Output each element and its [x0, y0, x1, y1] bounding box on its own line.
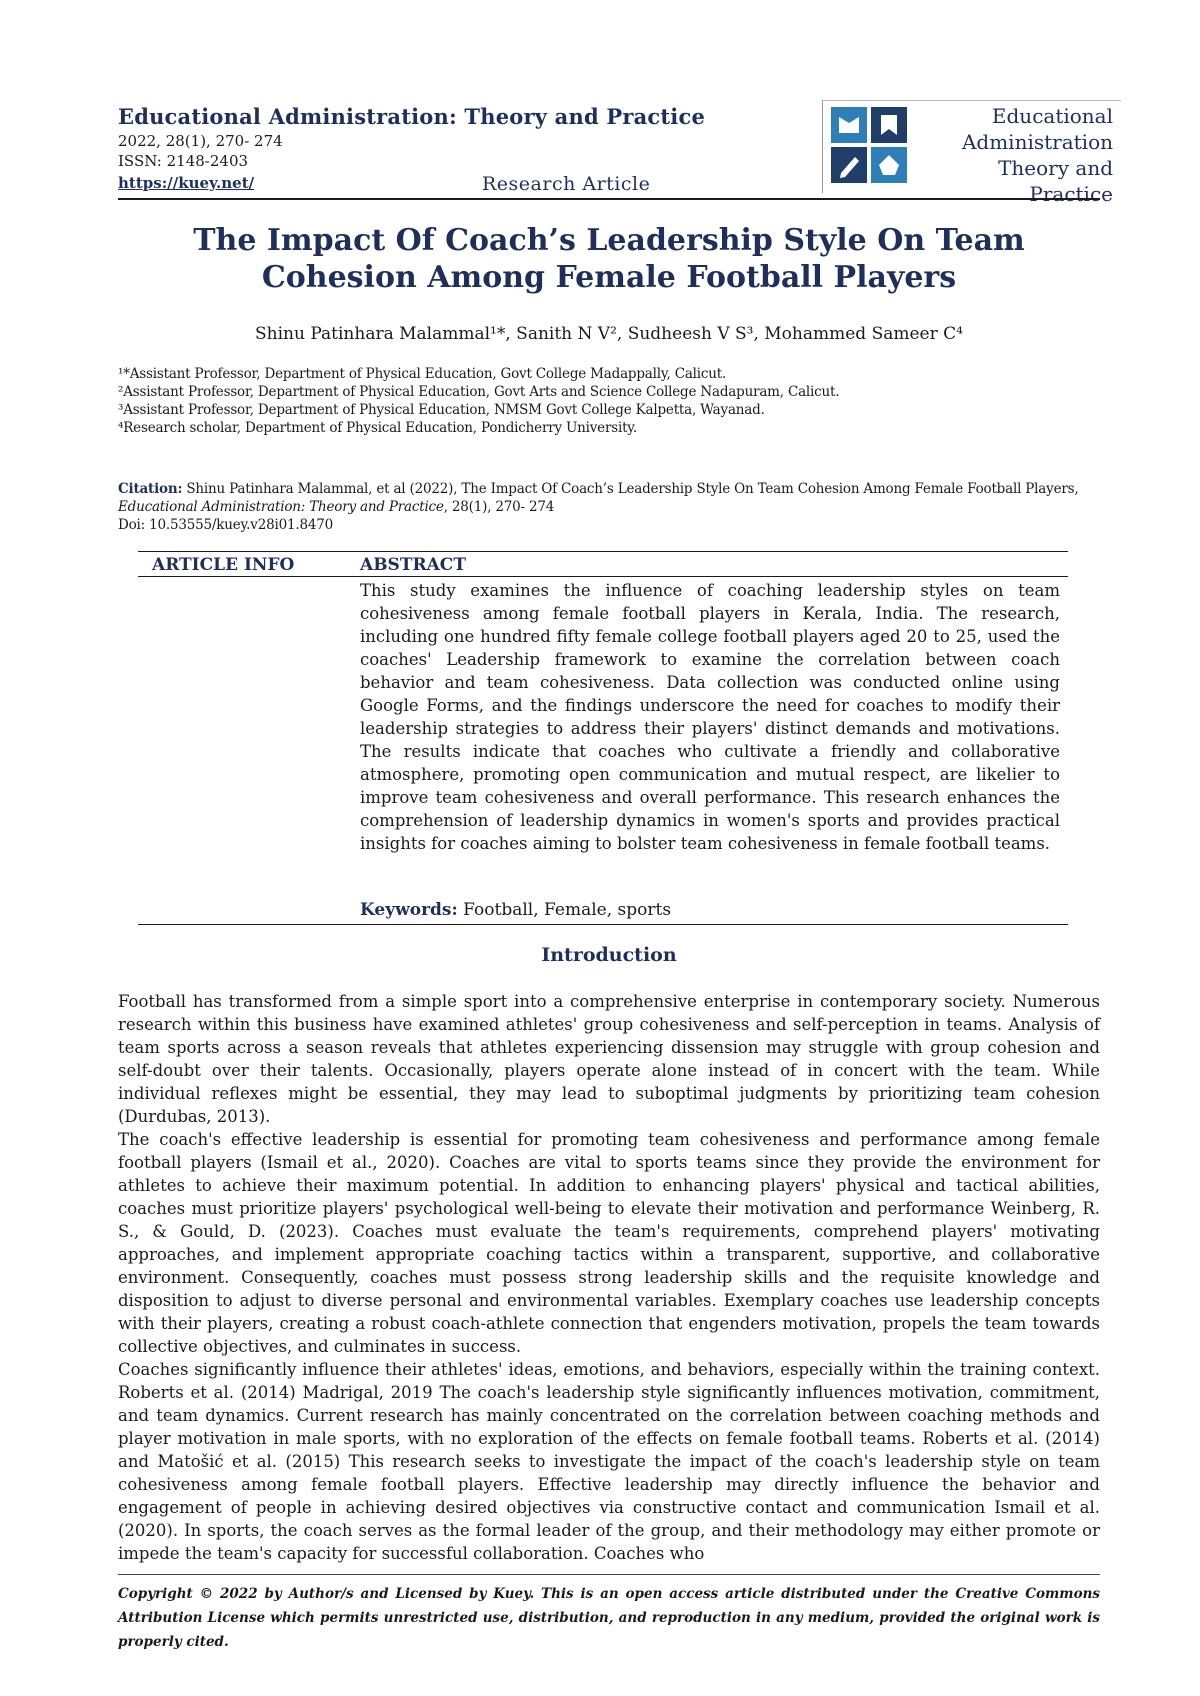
journal-url-link[interactable]: https://kuey.net/ — [118, 174, 255, 192]
footer-divider — [118, 1574, 1100, 1575]
citation-label: Citation: — [118, 481, 183, 497]
citation-block — [118, 480, 1100, 534]
logo-text — [913, 103, 1113, 207]
citation-text: Shinu Patinhara Malammal, et al (2022), The Impact Of Coach’s Leadership Style On Team Cohesion Among Female Football Players, — [186, 481, 1079, 497]
paper-title — [118, 222, 1100, 296]
abstract-text: This study examines the influence of coaching leadership styles on team cohesiveness among female football players in Kerala, India. The research, including one hundred fifty female college football players aged 20 to 25, used the coaches' Leadership framework to examine the correlation between coach behavior and team cohesiveness. Data collection was conducted online using Google Forms, and the findings underscore the need for coaches to modify their leadership strategies to address their players' distinct demands and motivations. The results indicate that coaches who cultivate a friendly and collaborative atmosphere, promoting open communication and mutual respect, are likelier to improve team cohesiveness and overall performance. This research enhances the comprehension of leadership dynamics in women's sports and provides practical insights for coaches aiming to bolster team cohesiveness in female football teams. — [360, 581, 1060, 853]
logo-line-3: Theory and Practice — [998, 156, 1113, 206]
citation-doi: Doi: 10.53555/kuey.v28i01.8470 — [118, 517, 334, 533]
affiliation-1: ¹*Assistant Professor, Department of Physical Education, Govt College Madappally, Calicut. — [118, 366, 727, 382]
abstract-label: ABSTRACT — [360, 555, 466, 575]
keywords-line — [360, 900, 671, 920]
introduction-paragraph-2: The coach's effective leadership is essential for promoting team cohesiveness and performance among female football players (Ismail et al., 2020). Coaches are vital to sports teams since they provide the environment for athletes to achieve their maximum potential. In addition to enhancing players' physical and tactical abilities, coaches must prioritize players' psychological well-being to elevate their motivation and performance Weinberg, R. S., & Gould, D. (2023). Coaches must evaluate the team's requirements, comprehend players' motivating approaches, and implement appropriate coaching tactics within a transparent, supportive, and collaborative environment. Consequently, coaches must possess strong leadership skills and the requisite knowledge and disposition to adjust to diverse personal and environmental variables. Exemplary coaches use leadership concepts with their players, creating a robust coach-athlete connection that engenders motivation, propels the team towards collective objectives, and culminates in success. — [118, 1130, 1100, 1356]
citation-journal: Educational Administration: Theory and Practice — [118, 499, 444, 515]
affiliation-2: ²Assistant Professor, Department of Physical Education, Govt Arts and Science College Nadapuram, Calicut. — [118, 384, 840, 400]
journal-name: Educational Administration: Theory and Practice — [118, 104, 706, 129]
affiliation-3: ³Assistant Professor, Department of Physical Education, NMSM Govt College Kalpetta, Wayanad. — [118, 402, 765, 418]
license-notice: Copyright © 2022 by Author/s and Licensed by Kuey. This is an open access article distributed under the Creative Commons Attribution License which permits unrestricted use, distribution, and reproduction in any medium, provided the original work is properly cited. — [118, 1586, 1100, 1650]
logo-mark-icon — [831, 107, 907, 183]
article-info-top-rule — [138, 551, 1068, 552]
citation-volume: , 28(1), 270- 274 — [443, 499, 555, 515]
introduction-paragraph-1: Football has transformed from a simple sport into a comprehensive enterprise in contemporary society. Numerous research within this business have examined athletes' group cohesiveness and self-perception in teams. Analysis of team sports across a season reveals that athletes experiencing dissension may struggle with group cohesion and self-doubt over their talents. Occasionally, players operate alone instead of in concert with the team. While individual reflexes might be essential, they may lead to suboptimal judgments by prioritizing team cohesion (Durdubas, 2013). — [118, 992, 1100, 1126]
journal-logo — [822, 100, 1121, 206]
introduction-body — [118, 990, 1100, 1565]
article-type: Research Article — [482, 173, 651, 195]
article-info-label: ARTICLE INFO — [152, 555, 295, 575]
affiliation-4: ⁴Research scholar, Department of Physical Education, Pondicherry University. — [118, 420, 638, 436]
article-info-bottom-rule — [138, 924, 1068, 925]
keywords-label: Keywords: — [360, 900, 458, 920]
logo-line-1: Educational — [991, 104, 1113, 128]
author-list: Shinu Patinhara Malammal¹*, Sanith N V², Sudheesh V S³, Mohammed Sameer C⁴ — [255, 324, 963, 344]
keywords-value: Football, Female, sports — [463, 900, 672, 920]
journal-issn: ISSN: 2148-2403 — [118, 152, 249, 170]
paper-title-line-2: Cohesion Among Female Football Players — [261, 260, 957, 295]
introduction-paragraph-3: Coaches significantly influence their athletes' ideas, emotions, and behaviors, especially within the training context. Roberts et al. (2014) Madrigal, 2019 The coach's leadership style significantly influences motivation, commitment, and team dynamics. Current research has mainly concentrated on the correlation between coaching methods and player motivation in male sports, with no exploration of the effects on female football teams. Roberts et al. (2014) and Matošić et al. (2015) This research seeks to investigate the impact of the coach's leadership style on team cohesiveness among female football players. Effective leadership may directly influence the behavior and engagement of people in achieving desired objectives via constructive contact and communication Ismail et al. (2020). In sports, the coach serves as the formal leader of the group, and their methodology may either promote or impede the team's capacity for successful collaboration. Coaches who — [118, 1360, 1100, 1563]
article-info-header-rule — [138, 576, 1068, 577]
paper-title-line-1: The Impact Of Coach’s Leadership Style On Team — [193, 223, 1025, 258]
logo-line-2: Administration — [961, 130, 1113, 154]
header-divider — [118, 198, 1100, 200]
introduction-heading: Introduction — [541, 944, 677, 966]
journal-volume-pages: 2022, 28(1), 270- 274 — [118, 132, 283, 150]
